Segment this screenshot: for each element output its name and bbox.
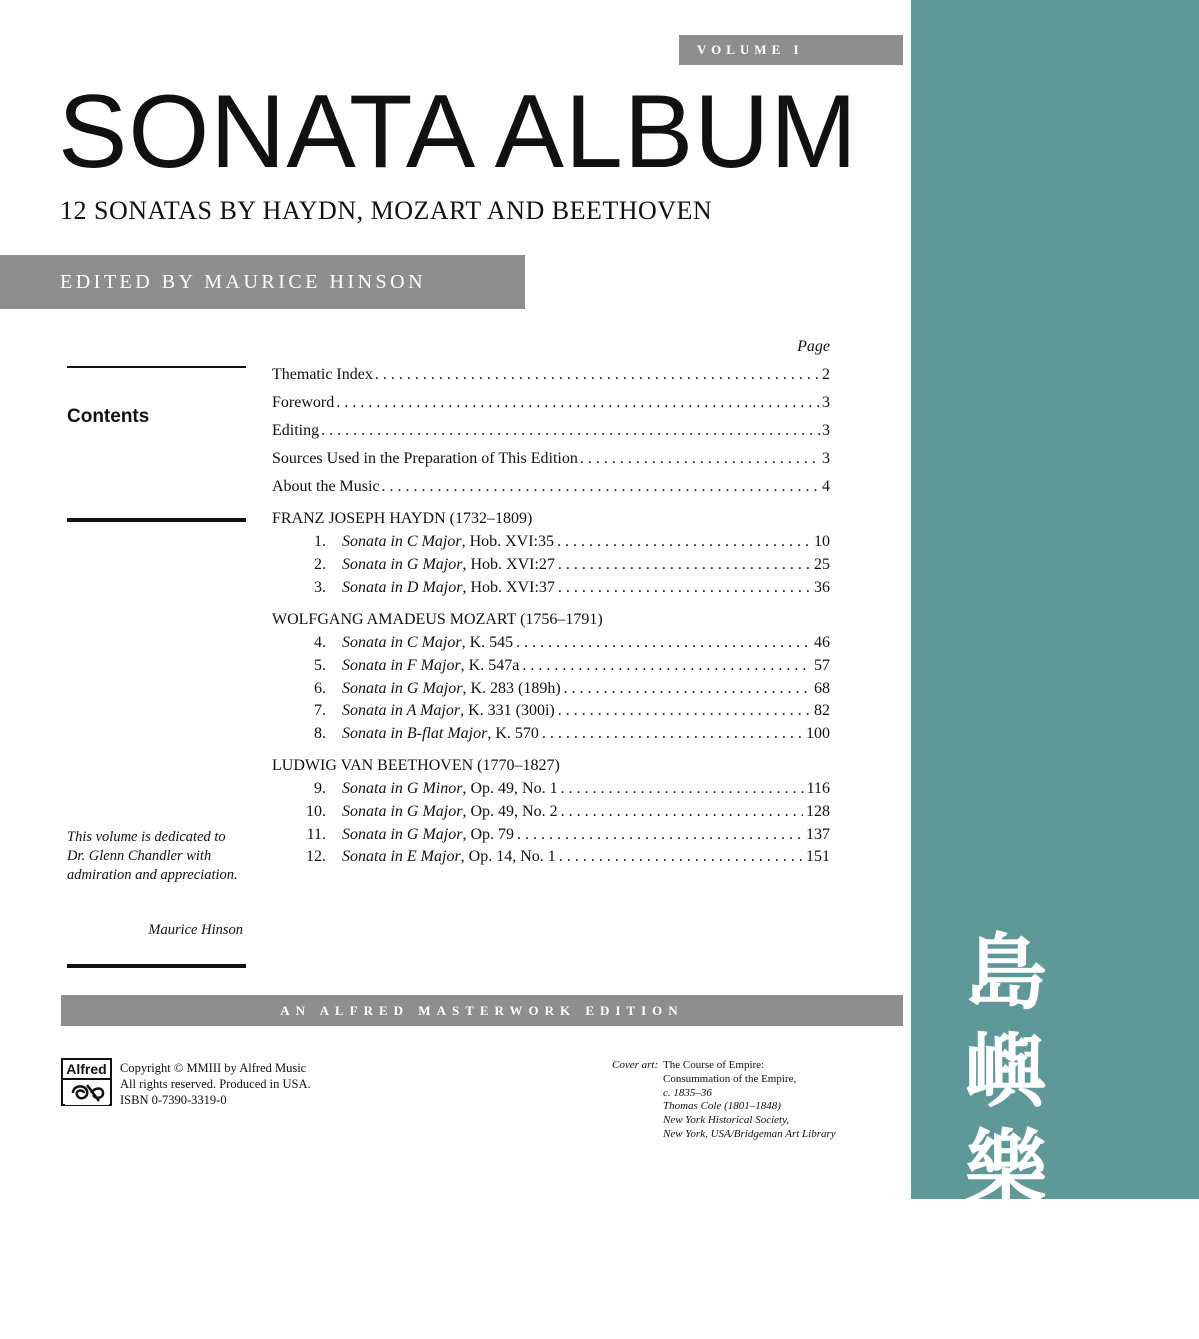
sonata-catalog: , K. 545 bbox=[461, 634, 514, 651]
sonata-page: 46 bbox=[814, 634, 830, 651]
toc-entry-label: Thematic Index bbox=[272, 366, 373, 383]
sonata-number: 8. bbox=[314, 725, 326, 743]
dot-leader bbox=[561, 803, 803, 821]
sonata-title: Sonata in G Major bbox=[342, 679, 463, 697]
dot-leader bbox=[561, 780, 804, 798]
sonata-page: 10 bbox=[814, 533, 830, 550]
contents-heading: Contents bbox=[67, 406, 150, 427]
sonata-catalog: , K. 547a bbox=[460, 656, 520, 674]
sonata-page: 128 bbox=[806, 802, 830, 820]
sonata-entry bbox=[300, 780, 830, 802]
editor-banner: EDITED BY MAURICE HINSON bbox=[0, 255, 525, 309]
sonata-catalog: , Op. 14, No. 1 bbox=[460, 848, 556, 866]
sonata-page: 57 bbox=[814, 656, 830, 674]
sonata-number: 1. bbox=[314, 533, 326, 550]
sonata-number: 9. bbox=[314, 780, 326, 797]
sonata-number: 5. bbox=[314, 656, 326, 674]
sonata-number: 4. bbox=[314, 634, 326, 651]
sonata-number: 3. bbox=[314, 578, 326, 596]
sonata-title: Sonata in D Major bbox=[342, 578, 463, 596]
cover-art-line: c. 1835–36 bbox=[663, 1086, 712, 1099]
sonata-page: 36 bbox=[814, 578, 830, 596]
dot-leader bbox=[336, 394, 820, 412]
cover-art-line: Thomas Cole (1801–1848) bbox=[663, 1100, 781, 1113]
toc-entry bbox=[272, 394, 830, 416]
sonata-title: Sonata in C Major bbox=[342, 634, 462, 651]
sonata-entry bbox=[300, 848, 830, 870]
divider-bottom bbox=[67, 964, 246, 968]
sonata-page: 137 bbox=[806, 825, 830, 843]
sonata-catalog: , K. 331 (300i) bbox=[460, 702, 555, 720]
brand-cjk-line2: 樂集 bbox=[965, 1122, 1060, 1315]
dot-leader bbox=[516, 634, 811, 652]
sonata-catalog: , Op. 79 bbox=[462, 825, 515, 843]
sonata-title: Sonata in A Major bbox=[342, 702, 461, 720]
toc-entry-page: 3 bbox=[822, 422, 830, 439]
toc-entry bbox=[272, 478, 830, 500]
sonata-title: Sonata in G Minor bbox=[342, 780, 463, 797]
toc-entry bbox=[272, 366, 830, 388]
sonata-catalog: , Op. 49, No. 2 bbox=[462, 802, 558, 820]
sonata-number: 10. bbox=[306, 802, 326, 820]
sonata-title: Sonata in G Major bbox=[342, 825, 463, 843]
sonata-entry bbox=[300, 634, 830, 656]
sonata-catalog: , K. 570 bbox=[487, 725, 539, 743]
sonata-catalog: , Hob. XVI:35 bbox=[461, 533, 554, 550]
sonata-page: 25 bbox=[814, 555, 830, 573]
sonata-number: 6. bbox=[314, 679, 326, 697]
dot-leader bbox=[558, 579, 811, 597]
divider-top bbox=[67, 366, 246, 368]
sonata-entry bbox=[300, 725, 830, 747]
dot-leader bbox=[542, 725, 803, 743]
sonata-title: Sonata in C Major bbox=[342, 533, 462, 550]
dot-leader bbox=[321, 422, 820, 440]
brand-english: island music bbox=[965, 1311, 1139, 1339]
edition-banner: AN ALFRED MASTERWORK EDITION bbox=[61, 995, 903, 1026]
sonata-title: Sonata in F Major bbox=[342, 656, 461, 674]
logo-text: Alfred bbox=[63, 1060, 110, 1080]
divider-middle bbox=[67, 518, 246, 522]
sonata-catalog: , Op. 49, No. 1 bbox=[462, 780, 558, 797]
dot-leader bbox=[558, 702, 811, 720]
dot-leader bbox=[557, 533, 811, 551]
dot-leader bbox=[375, 366, 820, 384]
alfred-logo bbox=[61, 1058, 112, 1106]
volume-label: VOLUME I bbox=[679, 35, 903, 65]
composer-heading: WOLFGANG AMADEUS MOZART (1756–1791) bbox=[272, 611, 603, 628]
album-title: SONATA ALBUM bbox=[58, 74, 858, 190]
cover-art-label: Cover art: bbox=[612, 1059, 659, 1071]
sonata-entry bbox=[300, 556, 830, 578]
toc-entry bbox=[272, 422, 830, 444]
dot-leader bbox=[517, 826, 803, 844]
dot-leader bbox=[559, 848, 803, 866]
toc-entry-page: 3 bbox=[822, 394, 830, 411]
brand-cjk-line1: 島嶼 bbox=[965, 926, 1060, 1119]
composer-heading: LUDWIG VAN BEETHOVEN (1770–1827) bbox=[272, 757, 560, 774]
toc-entry-label: Sources Used in the Preparation of This Edition bbox=[272, 450, 578, 467]
sonata-page: 151 bbox=[806, 848, 830, 866]
treble-clef-icon bbox=[65, 1081, 109, 1105]
toc-entry-label: Editing bbox=[272, 422, 320, 439]
dot-leader bbox=[564, 680, 811, 698]
toc-entry bbox=[272, 450, 830, 472]
dedication-text: This volume is dedicated to Dr. Glenn Chandler with admiration and appreciation. bbox=[67, 829, 238, 883]
sonata-title: Sonata in B-flat Major bbox=[342, 725, 488, 743]
dedication-signature: Maurice Hinson bbox=[148, 922, 243, 938]
toc-entry-page: 3 bbox=[822, 450, 830, 467]
dot-leader bbox=[580, 450, 820, 468]
sonata-page: 100 bbox=[806, 725, 830, 743]
dot-leader bbox=[558, 556, 811, 574]
cover-art-line: New York, USA/Bridgeman Art Library bbox=[663, 1127, 836, 1140]
sonata-entry bbox=[300, 657, 830, 679]
cover-art-credits bbox=[663, 1059, 836, 1142]
cover-art-line: Consummation of the Empire, bbox=[663, 1072, 797, 1085]
sonata-number: 7. bbox=[314, 702, 326, 720]
toc-entry-page: 4 bbox=[822, 478, 830, 495]
sonata-title: Sonata in G Major bbox=[342, 802, 463, 820]
sonata-title: Sonata in G Major bbox=[342, 555, 463, 573]
sonata-page: 82 bbox=[814, 702, 830, 720]
sonata-entry bbox=[300, 826, 830, 848]
copyright-notice: Copyright © MMIII by Alfred Music All rights reserved. Produced in USA. ISBN 0-7390-3319-0 bbox=[120, 1061, 311, 1107]
toc-entry-page: 2 bbox=[822, 366, 830, 383]
dot-leader bbox=[522, 657, 811, 675]
island-music-logo bbox=[965, 925, 1145, 1339]
sonata-page: 116 bbox=[806, 780, 830, 797]
sonata-number: 11. bbox=[306, 825, 326, 843]
dot-leader bbox=[382, 478, 820, 496]
page-column-heading: Page bbox=[797, 338, 830, 355]
sonata-number: 2. bbox=[314, 555, 326, 573]
sonata-entry bbox=[300, 533, 830, 555]
sonata-entry bbox=[300, 803, 830, 825]
toc-entry-label: Foreword bbox=[272, 394, 335, 411]
sonata-number: 12. bbox=[306, 848, 326, 866]
sonata-entry bbox=[300, 680, 830, 702]
sonata-catalog: , Hob. XVI:37 bbox=[462, 578, 555, 596]
sonata-page: 68 bbox=[814, 679, 830, 697]
sonata-catalog: , K. 283 (189h) bbox=[462, 679, 561, 697]
sonata-entry bbox=[300, 702, 830, 724]
toc-entry-label: About the Music bbox=[272, 478, 380, 495]
sonata-catalog: , Hob. XVI:27 bbox=[462, 555, 555, 573]
sonata-title: Sonata in E Major bbox=[342, 848, 461, 866]
cover-art-line: The Course of Empire: bbox=[663, 1059, 765, 1071]
album-subtitle: 12 SONATAS BY HAYDN, MOZART AND BEETHOVEN bbox=[60, 196, 713, 225]
sonata-entry bbox=[300, 579, 830, 601]
cover-art-line: New York Historical Society, bbox=[663, 1114, 790, 1127]
composer-heading: FRANZ JOSEPH HAYDN (1732–1809) bbox=[272, 510, 533, 527]
